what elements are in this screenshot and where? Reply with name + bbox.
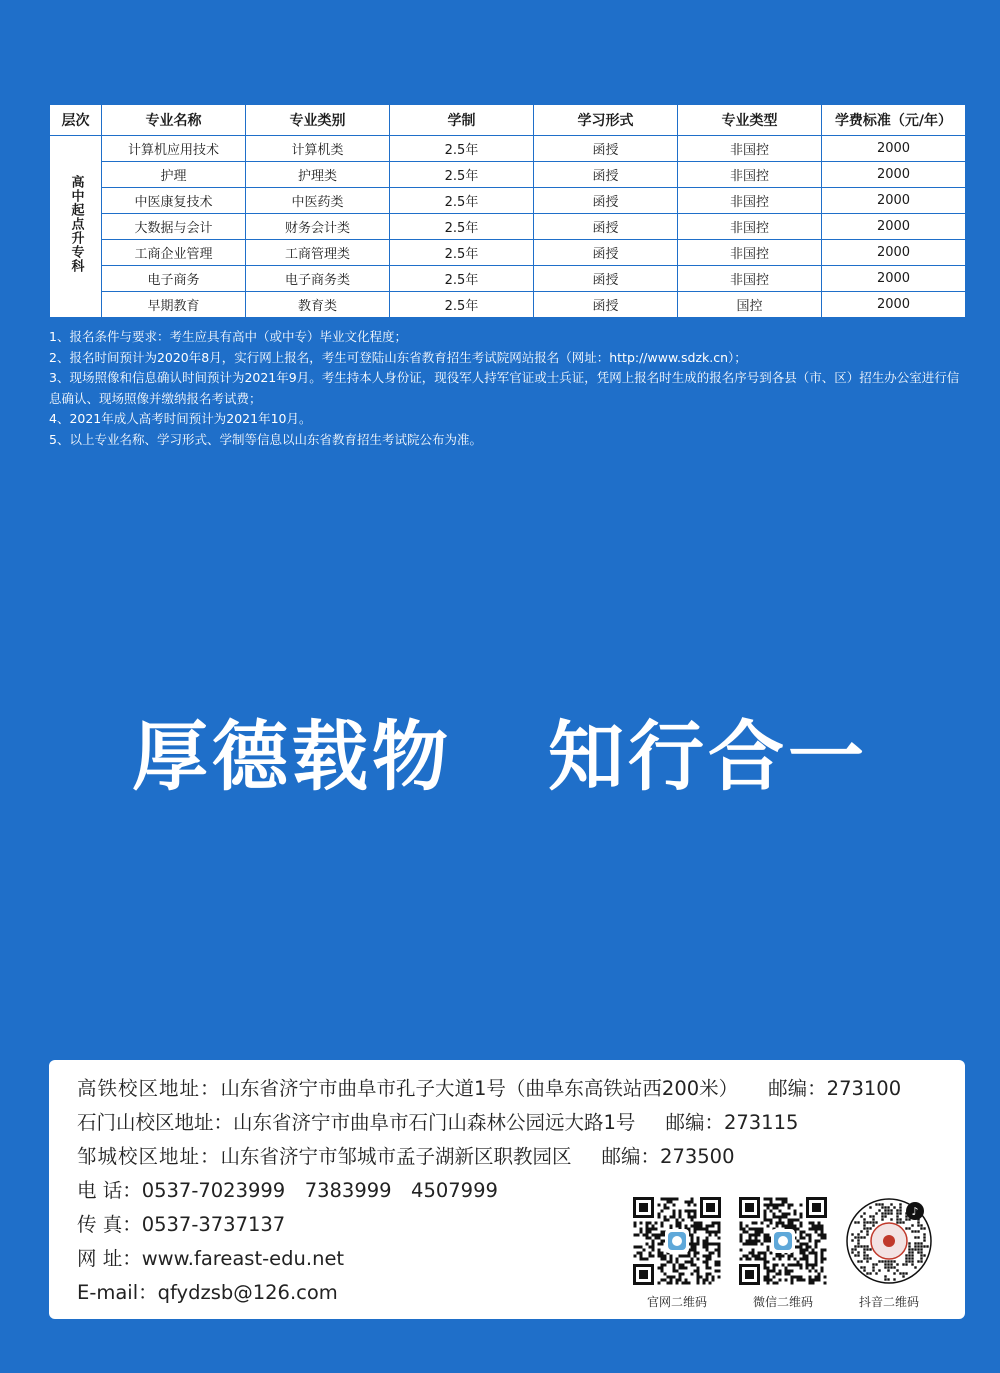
qr-code-icon [633, 1197, 721, 1285]
slogan-right: 知行合一 [548, 711, 868, 801]
cell-tuition: 2000 [822, 162, 966, 188]
cell-major-category: 护理类 [246, 162, 390, 188]
campus-gaotie-zip: 邮编：273100 [768, 1077, 902, 1100]
website-link[interactable]: www.fareast-edu.net [141, 1247, 345, 1270]
cell-major-category: 教育类 [246, 292, 390, 318]
note-item: 4、2021年成人高考时间预计为2021年10月。 [49, 411, 312, 426]
table-row [50, 136, 966, 162]
cell-major-type: 非国控 [678, 188, 822, 214]
cell-major-name: 大数据与会计 [102, 214, 246, 240]
cell-major-type: 非国控 [678, 136, 822, 162]
qr-code-group [633, 1197, 933, 1310]
cell-major-name: 早期教育 [102, 292, 246, 318]
qr-douyin [845, 1197, 933, 1310]
cell-duration: 2.5年 [390, 240, 534, 266]
campus-zoucheng-line [77, 1140, 957, 1174]
note-item: 2、报名时间预计为2020年8月，实行网上报名，考生可登陆山东省教育招生考试院网站报名（网址：http://www.sdzk.cn）； [49, 349, 747, 365]
cell-major-name: 护理 [102, 162, 246, 188]
cell-study-form: 函授 [534, 214, 678, 240]
campus-zoucheng-label: 邹城校区地址： [77, 1145, 221, 1168]
cell-duration: 2.5年 [390, 292, 534, 318]
table-row [50, 240, 966, 266]
cell-study-form: 函授 [534, 240, 678, 266]
cell-duration: 2.5年 [390, 188, 534, 214]
cell-duration: 2.5年 [390, 266, 534, 292]
fax-value: 0537-3737137 [141, 1213, 286, 1236]
cell-study-form: 函授 [534, 162, 678, 188]
cell-major-name: 工商企业管理 [102, 240, 246, 266]
header-tuition: 学费标准（元/年） [822, 105, 966, 136]
cell-major-name: 计算机应用技术 [102, 136, 246, 162]
campus-shimenshan-address: 山东省济宁市曲阜市石门山森林公园远大路1号 [233, 1111, 636, 1134]
table-header-row [50, 105, 966, 136]
campus-shimenshan-label: 石门山校区地址： [77, 1111, 234, 1134]
header-major-name: 专业名称 [102, 105, 246, 136]
table-row [50, 188, 966, 214]
table-row [50, 214, 966, 240]
note-item: 5、以上专业名称、学习形式、学制等信息以山东省教育招生考试院公布为准。 [49, 431, 482, 447]
cell-tuition: 2000 [822, 136, 966, 162]
email-label: E-mail： [77, 1281, 158, 1304]
level-text: 高中起点升专科 [68, 174, 84, 273]
contact-card [49, 1060, 965, 1319]
cell-major-name: 电子商务 [102, 266, 246, 292]
cell-major-category: 电子商务类 [246, 266, 390, 292]
qr-code-icon [739, 1197, 827, 1285]
table-row [50, 162, 966, 188]
website-label: 网 址： [77, 1247, 142, 1270]
cell-major-category: 中医药类 [246, 188, 390, 214]
cell-tuition: 2000 [822, 240, 966, 266]
campus-zoucheng-zip: 邮编：273500 [601, 1145, 735, 1168]
cell-major-type: 非国控 [678, 162, 822, 188]
phone-label: 电 话： [77, 1179, 142, 1202]
qr-caption: 抖音二维码 [858, 1295, 919, 1309]
qr-caption: 官网二维码 [646, 1295, 707, 1309]
cell-major-name: 中医康复技术 [102, 188, 246, 214]
majors-table [49, 104, 966, 318]
majors-table-section [49, 104, 965, 318]
svg-text:♪: ♪ [911, 1205, 919, 1218]
cell-major-type: 非国控 [678, 214, 822, 240]
header-major-type: 专业类型 [678, 105, 822, 136]
campus-zoucheng-address: 山东省济宁市邹城市孟子湖新区职教园区 [220, 1145, 572, 1168]
cell-study-form: 函授 [534, 136, 678, 162]
campus-gaotie-line [77, 1072, 957, 1106]
table-body [50, 136, 966, 318]
header-duration: 学制 [390, 105, 534, 136]
slogan-left: 厚德载物 [132, 711, 452, 801]
cell-major-type: 非国控 [678, 266, 822, 292]
campus-shimenshan-line [77, 1106, 957, 1140]
cell-major-type: 非国控 [678, 240, 822, 266]
qr-caption: 微信二维码 [752, 1295, 813, 1309]
cell-study-form: 函授 [534, 188, 678, 214]
cell-major-category: 工商管理类 [246, 240, 390, 266]
campus-gaotie-label: 高铁校区地址： [77, 1077, 221, 1100]
table-row [50, 266, 966, 292]
cell-major-category: 计算机类 [246, 136, 390, 162]
cell-duration: 2.5年 [390, 162, 534, 188]
cell-study-form: 函授 [534, 266, 678, 292]
cell-tuition: 2000 [822, 266, 966, 292]
cell-duration: 2.5年 [390, 214, 534, 240]
email-link[interactable]: qfydzsb@126.com [157, 1281, 338, 1304]
qr-official-site [633, 1197, 721, 1310]
header-study-form: 学习形式 [534, 105, 678, 136]
douyin-qr-icon [845, 1197, 933, 1285]
cell-duration: 2.5年 [390, 136, 534, 162]
note-item: 1、报名条件与要求：考生应具有高中（或中专）毕业文化程度； [49, 329, 407, 344]
level-cell [50, 136, 102, 318]
cell-study-form: 函授 [534, 292, 678, 318]
campus-shimenshan-zip: 邮编：273115 [665, 1111, 799, 1134]
qr-wechat [739, 1197, 827, 1310]
table-row [50, 292, 966, 318]
cell-major-category: 财务会计类 [246, 214, 390, 240]
cell-tuition: 2000 [822, 188, 966, 214]
note-item: 3、现场照像和信息确认时间预计为2021年9月。考生持本人身份证，现役军人持军官证或士兵证，凭网上报名时生成的报名序号到各县（市、区）招生办公室进行信息确认、现场照像并缴纳报名考试费； [49, 370, 960, 406]
cell-tuition: 2000 [822, 292, 966, 318]
fax-label: 传 真： [77, 1213, 142, 1236]
cell-major-type: 国控 [678, 292, 822, 318]
phone-value: 0537-7023999 7383999 4507999 [141, 1179, 498, 1202]
enrollment-notes [49, 327, 969, 450]
header-level: 层次 [50, 105, 102, 136]
campus-gaotie-address: 山东省济宁市曲阜市孔子大道1号（曲阜东高铁站西200米） [220, 1077, 739, 1100]
header-major-category: 专业类别 [246, 105, 390, 136]
cell-tuition: 2000 [822, 214, 966, 240]
slogan [0, 700, 1000, 800]
